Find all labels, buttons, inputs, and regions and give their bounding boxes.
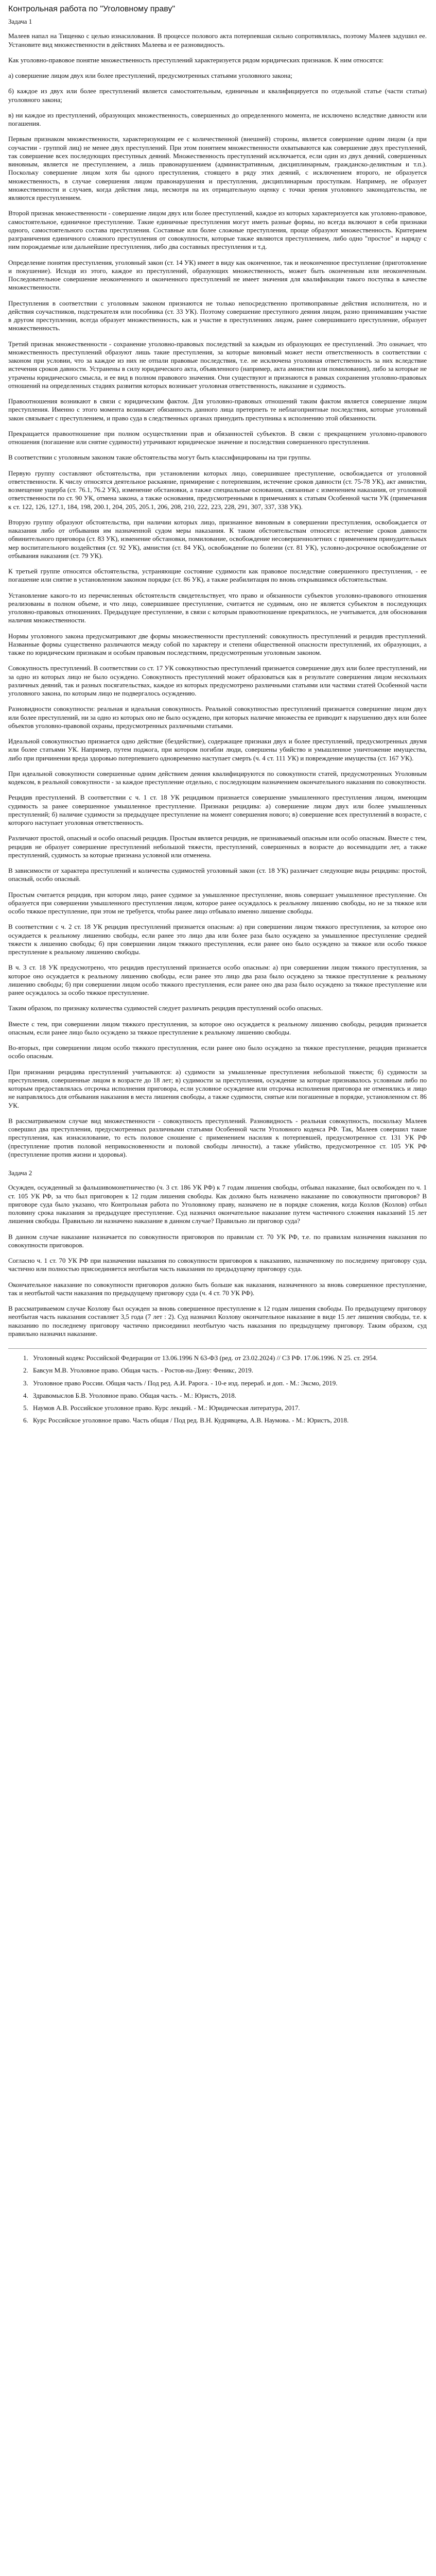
paragraph: Рецидив преступлений. В соответствии с ч. 1 ст. 18 УК рецидивом признается совершение умышленного преступления лицом, имеющим судимость за ранее совершенное умышленное преступление. Признаки рецидива: а) совершение лицом двух или более умышленных преступлений; б) наличие судимости за предыдущее преступление на момент совершения нового; в) совершение всех преступлений в возрасте, с которого наступает уголовная ответственность.	[8, 793, 427, 826]
reference-item: 1. Уголовный кодекс Российской Федерации от 13.06.1996 N 63-ФЗ (ред. от 23.02.2024) // СЗ РФ. 17.06.1996. N 25. ст. 2954.	[30, 1354, 427, 1362]
reference-item: 3. Уголовное право России. Общая часть / Под ред. А.И. Рарога. - 10-е изд. перераб. и доп. - М.: Эксмо, 2019.	[30, 1379, 427, 1387]
paragraph: Идеальной совокупностью признается одно действие (бездействие), содержащее признаки двух и более преступлений, предусмотренных двумя или более статьями УК. Например, путем поджога, при котором погибли люди, совершены убийство и умышленное уничтожение имущества, либо при причинении вреда здоровью потерпевшего одновременно наступает смерть (ч. 4 ст. 111 УК) и повреждение имущества (ст. 167 УК).	[8, 737, 427, 762]
paragraph: Различают простой, опасный и особо опасный рецидив. Простым является рецидив, не признаваемый опасным или особо опасным. Вместе с тем, рецидив не образует совершение преступлений небольшой тяжести, преступлений, совершенных в возрасте до восемнадцати лет, а также преступлений, судимость за которые признана условной или отменена.	[8, 834, 427, 859]
paragraph: Установление какого-то из перечисленных обстоятельств свидетельствует, что право и обязанности субъектов уголовно-правового отношения реализованы в полном объеме, и что лицо, совершившее преступление, считается не судимым, оно не является субъектом в последующих уголовно-правовых отношениях. Предыдущее преступление, в связи с которым правоотношение прекратилось, не учитывается, для обоснования наличия множественности.	[8, 591, 427, 624]
paragraph: Первым признаком множественности, характеризующим ее с количественной (внешней) стороны, является совершение одним лицом (а при соучастии - группой лиц) не менее двух преступлений. При этом понятием множественности охватываются как совершение двух преступлений, так совершение всех последующих преступных деяний. Множественность преступлений исключается, если один из двух деяний, совершенных виновным, является не преступлением, а лишь правонарушением (административным, дисциплинарным, гражданско-деликтным и т.п.). Поскольку совершение лицом хотя бы одного преступления, стоящего в ряду этих деяний, с исключением второго, не образуется множественность, в случае совершения лицом правонарушения и преступления, дисциплинарным проступкам. Например, не образует множественности и случаев, когда действия лица, несмотря на их отрицательную оценку с точки зрения уголовного законодательства, не являются преступлением.	[8, 135, 427, 201]
paragraph: При признании рецидива преступлений учитываются: а) судимости за умышленные преступления небольшой тяжести; б) судимости за преступления, совершенные лицом в возрасте до 18 лет; в) судимости за преступления, осуждение за которые признавалось условным либо по которым предоставлялась отсрочка исполнения приговора, если условное осуждение или отсрочка исполнения приговора не отменялись и лицо не направлялось для отбывания наказания в места лишения свободы, а также судимости, снятые или погашенные в порядке, установленном ст. 86 УК.	[8, 1067, 427, 1109]
paragraph: в) ни каждое из преступлений, образующих множественность, совершенных до определенного момента, не исключено вследствие давности или погашения.	[8, 111, 427, 127]
paragraph: Окончательное наказание по совокупности приговоров должно быть больше как наказания, назначенного за вновь совершенное преступление, так и неотбытой части наказания по предыдущему приговору суда (ч. 4 ст. 70 УК РФ).	[8, 1280, 427, 1297]
paragraph: При идеальной совокупности совершенные одним действием деяния квалифицируются по совокупности статей, предусмотренных Уголовным кодексом, в реальной совокупности - за каждое преступление отдельно, с последующим назначением окончательного наказания по совокупности.	[8, 769, 427, 786]
task1-label: Задача 1	[8, 18, 32, 25]
task1-body	[8, 32, 427, 1159]
paragraph: Простым считается рецидив, при котором лицо, ранее судимое за умышленное преступление, вновь совершает умышленное преступление. Он образуется при совершении умышленного преступления лицом, которое ранее осуждалось к реальному лишению свободы, но не за тяжкое или особо тяжкое преступление, при этом не требуется, чтобы ранее лицо отбывало именно лишение свободы.	[8, 890, 427, 915]
paragraph: Разновидности совокупности: реальная и идеальная совокупность. Реальной совокупностью преступлений признается совершение лицом двух или более преступлений, ни за одно из которых оно не было осуждено, при которых наличие множества ее приводит к нарушению двух или более объектов уголовно-правовой охраны, предусмотренных различными статьями.	[8, 705, 427, 730]
paragraph: а) совершение лицом двух или более преступлений, предусмотренных статьями уголовного закона;	[8, 72, 292, 79]
paragraph: Согласно ч. 1 ст. 70 УК РФ при назначении наказания по совокупности приговоров к наказанию, назначенному по последнему приговору суда, частично или полностью присоединяется неотбытая часть наказания по предыдущему приговору суда.	[8, 1257, 427, 1273]
paragraph: Во-вторых, при совершении лицом особо тяжкого преступления, если ранее оно было осуждено за тяжкое преступление, рецидив признается особо опасным.	[8, 1044, 427, 1060]
paragraph: Третий признак множественности - сохранение уголовно-правовых последствий за каждым из образующих ее преступлений. Это означает, что множественность преступлений образуют лишь такие преступления, за которые виновный может нести ответственность в соответствии с законом при условии, что за каждое из них не отпали правовые последствия, т.е. не исключена уголовная ответственность за них вследствие истечения сроков давности. Устранены в силу юридического акта, объявленного (например, акта амнистии или помилования), либо за которые не утрачены юридического смысла, и ее вид в полном правового значения. Они существуют и признаются в рамках сохранения уголовно-правовых отношений на определенных стадиях развития которых возникает уголовная ответственность, наказание и судимость.	[8, 340, 427, 389]
reference-item: 5. Наумов А.В. Российское уголовное право. Курс лекций. - М.: Юридическая литература, 2017.	[30, 1404, 427, 1412]
paragraph: Таким образом, по признаку количества судимостей следует различать рецидив преступлений особо опасных.	[8, 1004, 323, 1012]
paragraph: Осужден, осужденный за фальшивомонетничество (ч. 3 ст. 186 УК РФ) к 7 годам лишения свободы, отбывал наказание, был освобожден по ч. 1 ст. 105 УК РФ, за что был приговорен к 12 годам лишения свободы. Как должно быть назначено наказание по совокупности приговоров? В приговоре суда было указано, что Контрольная работа по Уголовному праву, назначено не в порядке сложения, когда Козлов (Козлов) отбыл половину срока наказания за предыдущее преступление. Суд назначил окончательное наказание путем частичного сложения наказаний 15 лет лишения свободы. Правильно ли назначено наказание в данном случае? Правильно ли приговор суда?	[8, 1183, 427, 1225]
paragraph: Вместе с тем, при совершении лицом тяжкого преступления, за которое оно осуждается к реальному лишению свободы, рецидив признается опасным, если ранее лицо было осуждено за тяжкое преступление к реальному лишению свободы.	[8, 1020, 427, 1036]
reference-item: 2. Бавсун М.В. Уголовное право. Общая часть. - Ростов-на-Дону: Феникс, 2019.	[30, 1366, 427, 1375]
paragraph: В соответствии с ч. 2 ст. 18 УК рецидив преступлений признается опасным: а) при совершении лицом тяжкого преступления, за которое оно осуждается к реальному лишению свободы, если ранее это лицо два или более раза было осуждено за умышленное преступление средней тяжести к лишению свободы; б) при совершении лицом тяжкого преступления, если ранее оно было осуждено за тяжкое или особо тяжкое преступление к реальному лишению свободы.	[8, 923, 427, 956]
paragraph: Малеев напал на Тищенко с целью изнасилования. В процессе полового акта потерпевшая сильно сопротивлялась, поэтому Малеев задушил ее. Установите вид множественности в действиях Малеева и ее разновидность.	[8, 32, 427, 48]
paragraph: Первую группу составляют обстоятельства, при установлении которых лицо, совершившее преступление, освобождается от уголовной ответственности. К числу относятся деятельное раскаяние, примирение с потерпевшим, истечение сроков давности (ст. 75-78 УК), акт амнистии, возмещение ущерба (ст. 76.1, 76.2 УК), изменение обстановки, а также специальные основания, связанные с изменением наказания, от уголовной ответственности по ст. 90 УК, отмена закона, а также основания, предусмотренными в примечаниях к статьям Особенной части УК (примечания к ст. 122, 126, 127.1, 184, 198, 200.1, 204, 205, 205.1, 206, 208, 210, 222, 223, 228, 291, 307, 337, 338 УК).	[8, 469, 427, 511]
paragraph: Определение понятия преступления, уголовный закон (ст. 14 УК) имеет в виду как оконченное, так и неоконченное преступление (приготовление и покушение). Исходя из этого, каждое из преступлений, образующих множественность, может быть оконченным или неоконченным. Последовательное совершение неоконченного и оконченного преступлений не имеет значения для квалификации такого поступка в качестве множественности.	[8, 258, 427, 292]
references-divider	[8, 1348, 427, 1349]
paragraph: В данном случае наказание назначается по совокупности приговоров по правилам ст. 70 УК РФ, т.е. по правилам назначения наказания по совокупности приговоров.	[8, 1232, 427, 1249]
references-list	[8, 1354, 427, 1425]
task2-body	[8, 1183, 427, 1338]
paragraph: В рассматриваемом случае Козлову был осужден за вновь совершенное преступление к 12 годам лишения свободы. По предыдущему приговору неотбытая часть наказания составляет 3,5 года (7 лет : 2). Суд назначил Козлову окончательное наказание в виде 15 лет лишения свободы, т.е. к наказанию по последнему приговору частично присоединил неотбытую часть наказания по предыдущему приговору. Таким образом, суд правильно назначил наказание.	[8, 1304, 427, 1337]
paragraph: б) каждое из двух или более преступлений является самостоятельным, единичным и квалифицируется по отдельной статье (части статьи) уголовного закона;	[8, 87, 427, 104]
paragraph: Вторую группу образуют обстоятельства, при наличии которых лицо, признанное виновным в совершении преступления, освобождается от наказания либо от отбывания им назначенной судом меры наказания. К таким обстоятельствам относятся: истечение сроков давности обвинительного приговора (ст. 83 УК), изменение обстановки, помилование, освобождение несовершеннолетних с применением принудительных мер воспитательного воздействия (ст. 92 УК), амнистия (ст. 84 УК), освобождение по болезни (ст. 81 УК), условно-досрочное освобождение от отбывания наказания (ст. 79 УК).	[8, 518, 427, 560]
paragraph: Совокупность преступлений. В соответствии со ст. 17 УК совокупностью преступлений признается совершение двух или более преступлений, ни за одно из которых лицо не было осуждено. Совокупность преступлений может образоваться как в результате совершения лицом нескольких различных деяний, так и разных посягательствах, каждое из которых предусмотрено различными статьями или частями статей Особенной части уголовного закона, по которым лицо не подвергалось осуждению.	[8, 664, 427, 697]
paragraph: В рассматриваемом случае вид множественности - совокупность преступлений. Разновидность - реальная совокупность, поскольку Малеев совершил два преступления, предусмотренных различными статьями Особенной части Уголовного кодекса РФ. Так, Малеев совершил такие преступления, как изнасилование, то есть половое сношение с применением насилия к потерпевшей, предусмотренное ст. 131 УК РФ (преступление против половой неприкосновенности и половой свободы личности), а также убийство, предусмотренное ст. 105 УК РФ (преступление против жизни и здоровья).	[8, 1116, 427, 1158]
paragraph: В зависимости от характера преступлений и количества судимостей уголовный закон (ст. 18 УК) различает следующие виды рецидива: простой, опасный, особо опасный.	[8, 867, 427, 883]
paragraph: В ч. 3 ст. 18 УК предусмотрено, что рецидив преступлений признается особо опасным: а) при совершении лицом тяжкого преступления, за которое оно осуждается к реальному лишению свободы, если ранее это лицо два раза было осуждено за тяжкое преступление к реальному лишению свободы; б) при совершении лицом особо тяжкого преступления, если ранее оно два раза было осуждено за тяжкое преступление или ранее осуждалось за особо тяжкое преступление.	[8, 963, 427, 996]
paragraph: Второй признак множественности - совершение лицом двух или более преступлений, каждое из которых характеризуется как уголовно-правовое, самостоятельное, единичное преступление. Такие единичные преступления могут иметь разные формы, но всегда включают в себя признаки одного, самостоятельного состава преступления. Составные или более сложные преступления, проще образуют множественность. Критерием разграничения единичного сложного преступления от совокупности, которые также являются преступлением, либо одно "простое" и наряду с ним порождаемые или дальнейшие преступления, либо два составных преступления и т.д.	[8, 209, 427, 251]
paragraph: Прекращается правоотношение при полном осуществлении прав и обязанностей субъектов. В связи с прекращением уголовно-правового отношения (погашение или снятие судимости) утрачивают юридическое значение и последствия совершенного преступления.	[8, 429, 427, 446]
task2-label: Задача 2	[8, 1169, 32, 1177]
document-title: Контрольная работа по "Уголовному праву"	[8, 5, 176, 13]
paragraph: В соответствии с уголовным законом такие обстоятельства могут быть классифицированы на три группы.	[8, 453, 311, 462]
paragraph: Как уголовно-правовое понятие множественность преступлений характеризуется рядом юридических признаков. К ним относятся:	[8, 56, 384, 64]
paragraph: К третьей группе относятся обстоятельства, устраняющие состояние судимости как правовое последствие совершенного преступления, - ее погашение или снятие в установленном законом порядке (ст. 86 УК), а также реабилитация по вновь открывшимся обстоятельствам.	[8, 567, 427, 584]
reference-item: 4. Здравомыслов Б.В. Уголовное право. Общая часть. - М.: Юристъ, 2018.	[30, 1392, 427, 1400]
paragraph: Нормы уголовного закона предусматривают две формы множественности преступлений: совокупность преступлений и рецидив преступлений. Названные формы существенно различаются между собой по характеру и степени общественной опасности преступлений, их образующих, а также по юридическим признакам и особым правовым последствиям, предусмотренным уголовным законом.	[8, 632, 427, 656]
paragraph: Преступления в соответствии с уголовным законом признаются не только непосредственно противоправные действия исполнителя, но и действия соучастников, подстрекателя или пособника (ст. 33 УК). Поэтому совершение преступного деяния лицом, разно принимавшим участие в другом преступлении, всегда образует множественность, как и участие в преступлениях лицом, ранее совершившего преступление, образует множественность.	[8, 299, 427, 332]
paragraph: Правоотношения возникают в связи с юридическим фактом. Для уголовно-правовых отношений таким фактом является совершение лицом преступления. Именно с этого момента возникает обязанность данного лица претерпеть те неблагоприятные последствия, которые уголовный закон связывает с преступлением, и право суда в следственных органах принудить преступника к исполнению этой обязанности.	[8, 397, 427, 422]
reference-item: 6. Курс Российское уголовное право. Часть общая / Под ред. В.Н. Кудрявцева, А.В. Наумова. - М.: Юристъ, 2018.	[30, 1416, 427, 1425]
